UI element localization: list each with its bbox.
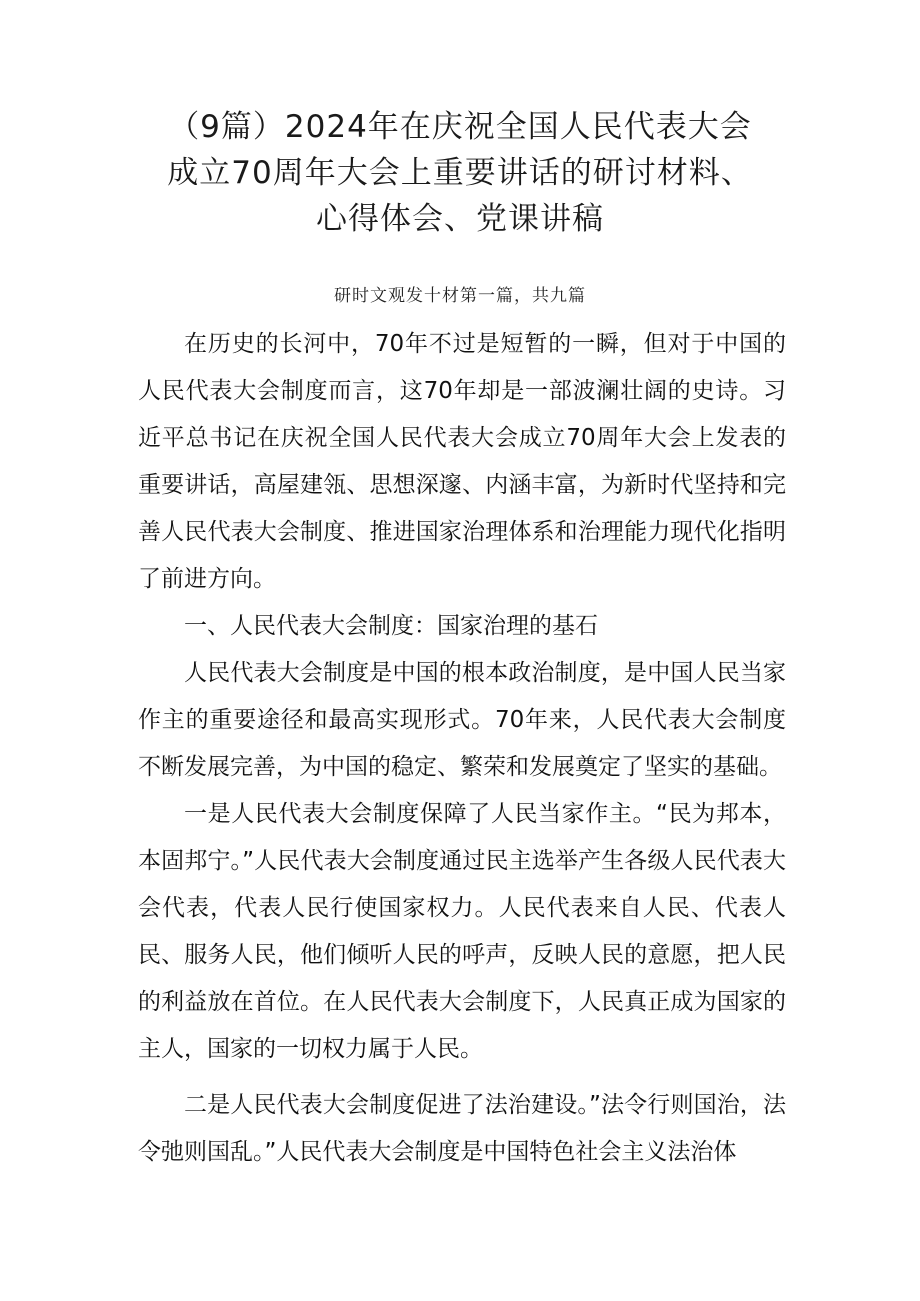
paragraph-section-1: 人民代表大会制度是中国的根本政治制度，是中国人民当家作主的重要途径和最高实现形式。70年来，人民代表大会制度不断发展完善，为中国的稳定、繁荣和发展奠定了坚实的基础。 [138, 660, 786, 780]
title-line-2: 成立70周年大会上重要讲话的研讨材料、 [167, 155, 753, 191]
document-body [138, 321, 786, 1176]
document-subtitle: 研时文观发十材第一篇，共九篇 [334, 286, 586, 306]
document-title [0, 104, 920, 242]
paragraph-intro: 在历史的长河中，70年不过是短暂的一瞬，但对于中国的人民代表大会制度而言，这70年却是一部波澜壮阔的史诗。习近平总书记在庆祝全国人民代表大会成立70周年大会上发表的重要讲话，高屋建瓴、思想深邃、内涵丰富，为新时代坚持和完善人民代表大会制度、推进国家治理体系和治理能力现代化指明了前进方向。 [138, 331, 786, 592]
paragraph-point-1: 一是人民代表大会制度保障了人民当家作主。“民为邦本，本固邦宁。”人民代表大会制度通过民主选举产生各级人民代表大会代表，代表人民行使国家权力。人民代表来自人民、代表人民、服务人民，他们倾听人民的呼声，反映人民的意愿，把人民的利益放在首位。在人民代表大会制度下，人民真正成为国家的主人，国家的一切权力属于人民。 [138, 801, 786, 1062]
title-line-1: （9篇）2024年在庆祝全国人民代表大会 [168, 109, 752, 145]
title-line-3: 心得体会、党课讲稿 [316, 201, 604, 237]
paragraph-point-2: 二是人民代表大会制度促进了法治建设。”法令行则国治，法令弛则国乱。”人民代表大会制度是中国特色社会主义法治体 [138, 1092, 786, 1165]
section-heading-1: 一、人民代表大会制度：国家治理的基石 [184, 613, 598, 639]
